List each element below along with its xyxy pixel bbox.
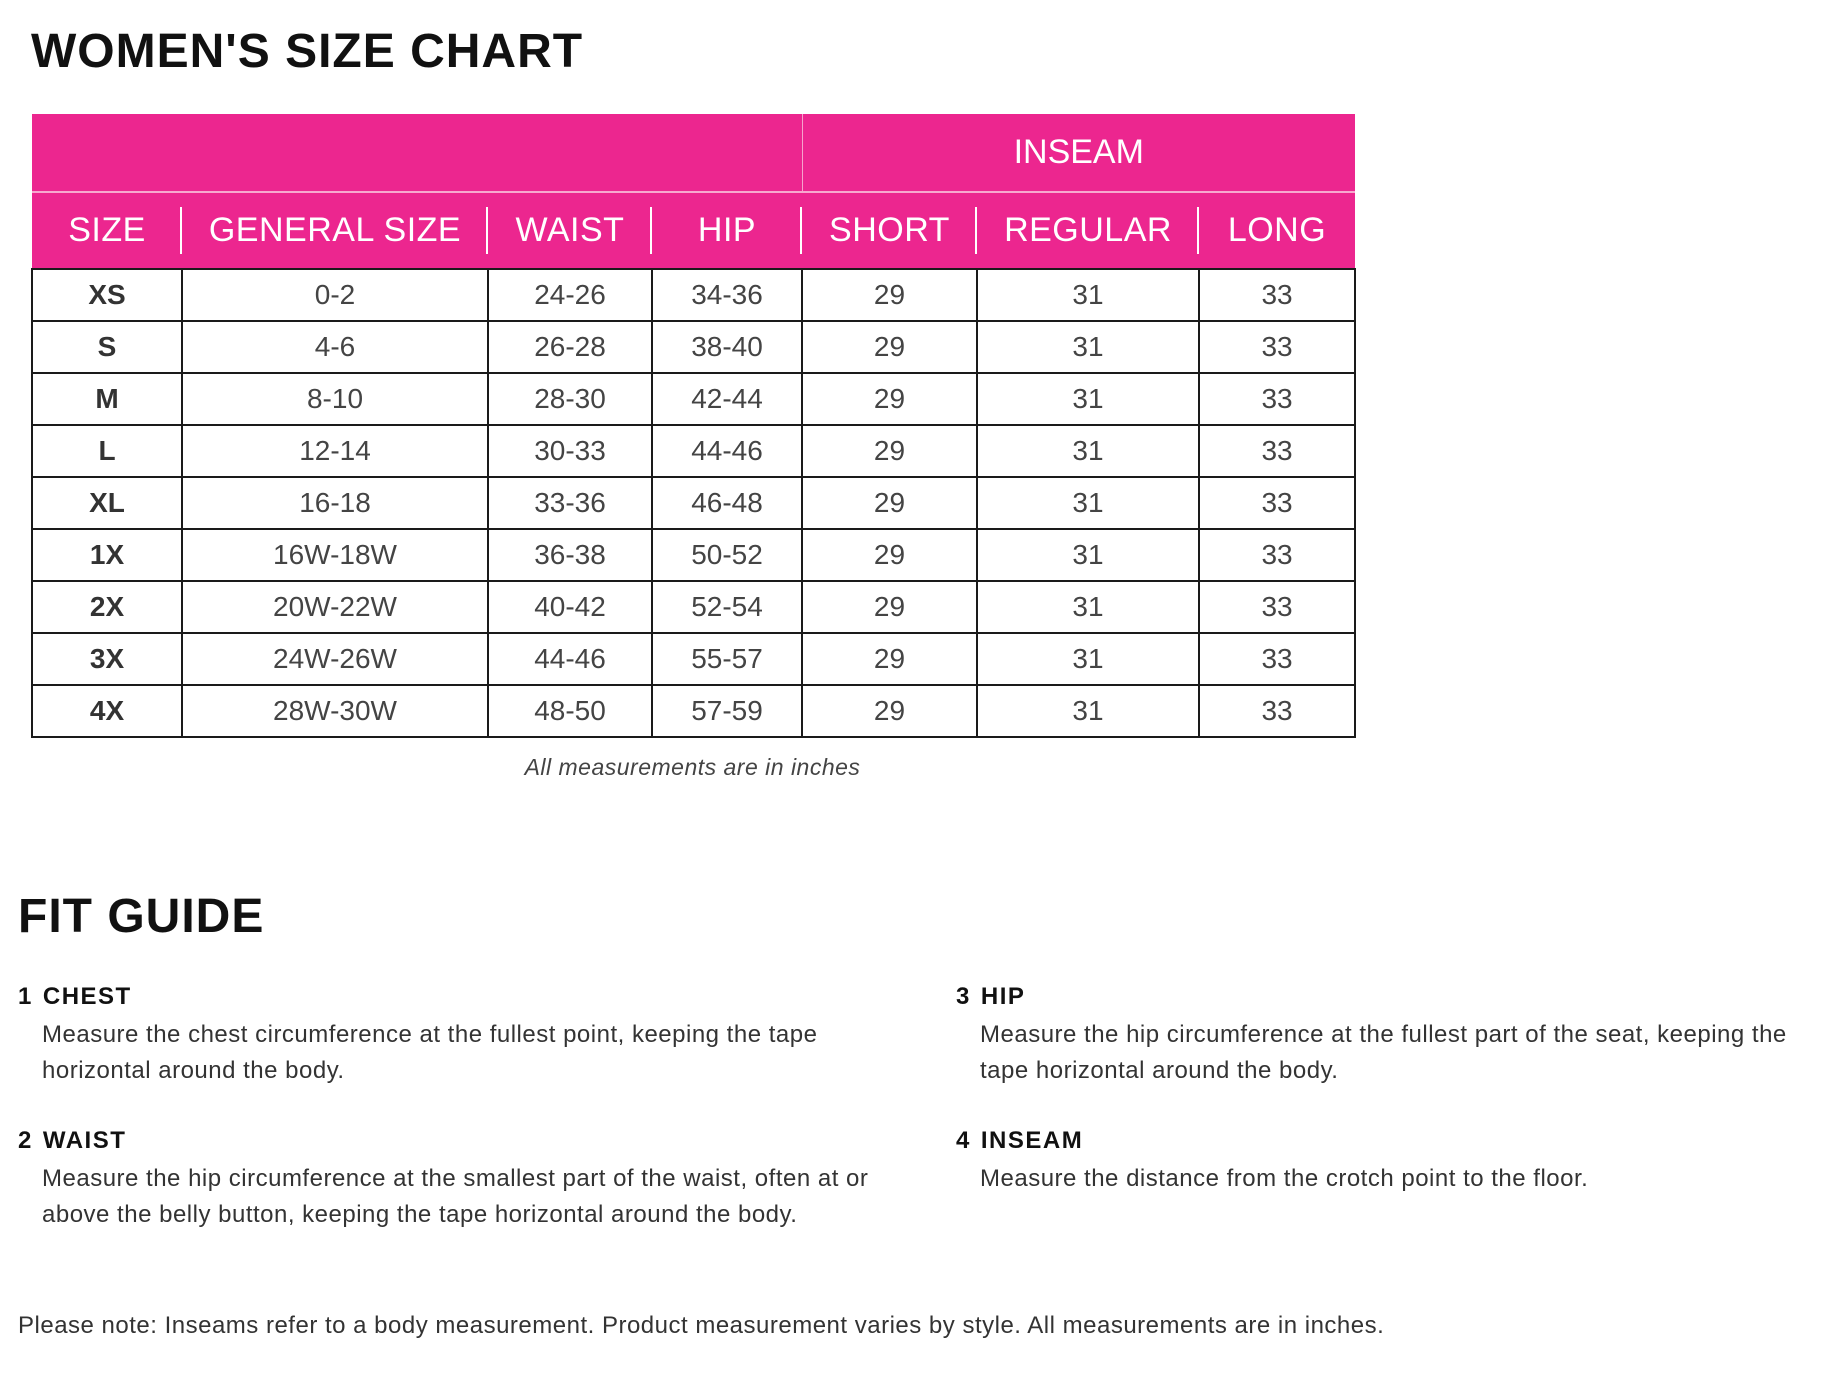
column-header-long: LONG [1199,192,1355,269]
fit-item-description: Measure the hip circumference at the smallest part of the waist, often at or above the belly button, keeping the tape horizontal around the body. [42,1165,869,1228]
column-header-size: SIZE [32,192,182,269]
inseam-long-cell: 33 [1199,685,1355,737]
fit-item-label: WAIST [42,1127,127,1154]
table-row [32,685,1355,737]
waist-cell: 24-26 [488,269,652,321]
size-cell: L [32,425,182,477]
waist-cell: 44-46 [488,633,652,685]
inseam-footnote: Please note: Inseams refer to a body measurement. Product measurement varies by style. All measurements are in inches. [18,1312,1385,1339]
column-header-hip: HIP [652,192,802,269]
inseam-regular-cell: 31 [977,581,1199,633]
inseam-long-cell: 33 [1199,633,1355,685]
fit-item-description: Measure the chest circumference at the fullest point, keeping the tape horizontal around the body. [42,1021,818,1084]
hip-cell: 50-52 [652,529,802,581]
general-size-cell: 24W-26W [182,633,488,685]
inseam-short-cell: 29 [802,269,977,321]
size-cell: 3X [32,633,182,685]
inseam-short-cell: 29 [802,529,977,581]
inseam-regular-cell: 31 [977,529,1199,581]
inseam-short-cell: 29 [802,425,977,477]
inseam-regular-cell: 31 [977,685,1199,737]
fit-item-label: INSEAM [980,1127,1084,1154]
inseam-long-cell: 33 [1199,477,1355,529]
size-cell: 2X [32,581,182,633]
inseam-long-cell: 33 [1199,321,1355,373]
inseam-regular-cell: 31 [977,269,1199,321]
size-table-body [32,269,1355,737]
size-cell: 4X [32,685,182,737]
waist-cell: 30-33 [488,425,652,477]
column-header-short: SHORT [802,192,977,269]
waist-cell: 48-50 [488,685,652,737]
waist-cell: 40-42 [488,581,652,633]
fit-item-heading [18,982,918,1012]
inseam-long-cell: 33 [1199,425,1355,477]
inseam-regular-cell: 31 [977,321,1199,373]
size-cell: XS [32,269,182,321]
fit-item-label: HIP [980,983,1026,1010]
inseam-group-header: INSEAM [802,114,1355,192]
table-row [32,477,1355,529]
size-cell: M [32,373,182,425]
fit-item-number: 1 [18,983,33,1010]
fit-item-waist [18,1126,918,1233]
column-header-regular: REGULAR [977,192,1199,269]
table-row [32,633,1355,685]
inseam-short-cell: 29 [802,477,977,529]
group-header-row [32,114,1355,192]
general-size-cell: 16W-18W [182,529,488,581]
size-cell: 1X [32,529,182,581]
table-row [32,373,1355,425]
fit-item-label: CHEST [42,983,132,1010]
fit-item-chest [18,982,918,1089]
inseam-short-cell: 29 [802,633,977,685]
hip-cell: 55-57 [652,633,802,685]
inseam-long-cell: 33 [1199,373,1355,425]
fit-item-inseam [956,1126,1826,1197]
inseam-short-cell: 29 [802,685,977,737]
fit-guide-title: FIT GUIDE [18,890,265,943]
fit-item-hip [956,982,1826,1089]
fit-item-heading [956,982,1826,1012]
general-size-cell: 12-14 [182,425,488,477]
waist-cell: 33-36 [488,477,652,529]
table-row [32,321,1355,373]
hip-cell: 38-40 [652,321,802,373]
inseam-short-cell: 29 [802,321,977,373]
general-size-cell: 0-2 [182,269,488,321]
inseam-long-cell: 33 [1199,529,1355,581]
hip-cell: 52-54 [652,581,802,633]
group-header-blank [32,114,802,192]
fit-item-description: Measure the hip circumference at the fullest part of the seat, keeping the tape horizontal around the body. [980,1021,1787,1084]
hip-cell: 34-36 [652,269,802,321]
column-header-row [32,192,1355,269]
inseam-regular-cell: 31 [977,633,1199,685]
hip-cell: 46-48 [652,477,802,529]
hip-cell: 57-59 [652,685,802,737]
general-size-cell: 28W-30W [182,685,488,737]
waist-cell: 28-30 [488,373,652,425]
table-row [32,269,1355,321]
inseam-regular-cell: 31 [977,425,1199,477]
inseam-regular-cell: 31 [977,373,1199,425]
general-size-cell: 20W-22W [182,581,488,633]
inseam-long-cell: 33 [1199,269,1355,321]
inseam-regular-cell: 31 [977,477,1199,529]
column-header-waist: WAIST [488,192,652,269]
hip-cell: 44-46 [652,425,802,477]
inseam-long-cell: 33 [1199,581,1355,633]
inseam-short-cell: 29 [802,581,977,633]
general-size-cell: 16-18 [182,477,488,529]
size-cell: XL [32,477,182,529]
fit-item-heading [18,1126,918,1156]
table-row [32,581,1355,633]
waist-cell: 36-38 [488,529,652,581]
column-header-general-size: GENERAL SIZE [182,192,488,269]
measurement-note: All measurements are in inches [524,754,861,780]
fit-item-number: 3 [956,983,971,1010]
general-size-cell: 4-6 [182,321,488,373]
general-size-cell: 8-10 [182,373,488,425]
size-chart-table [31,114,1356,738]
size-chart-title: WOMEN'S SIZE CHART [31,25,584,78]
table-row [32,425,1355,477]
fit-item-number: 4 [956,1127,971,1154]
fit-item-number: 2 [18,1127,33,1154]
hip-cell: 42-44 [652,373,802,425]
fit-item-heading [956,1126,1826,1156]
size-cell: S [32,321,182,373]
fit-item-description: Measure the distance from the crotch point to the floor. [980,1165,1589,1192]
inseam-short-cell: 29 [802,373,977,425]
waist-cell: 26-28 [488,321,652,373]
table-row [32,529,1355,581]
